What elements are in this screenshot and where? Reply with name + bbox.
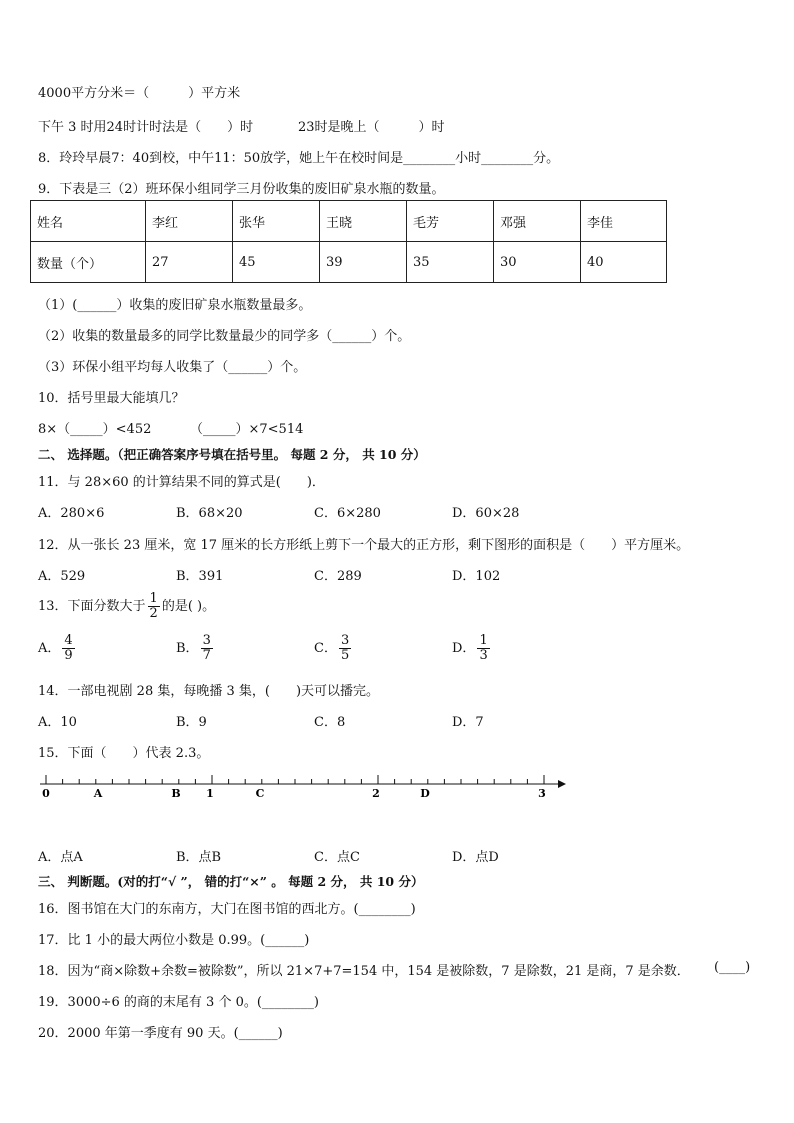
point-label: A [93,787,103,800]
question-15: 15．下面（ ）代表 2.3。 [38,746,210,761]
fraction [201,634,213,663]
tick-label: 0 [42,787,50,800]
numerator: 3 [340,633,350,648]
option-letter: D． [452,641,476,656]
table-cell: 27 [146,242,233,283]
question-line: 4000平方分米＝（ ）平方米 [38,86,241,101]
question-18: 18．因为“商×除数+余数=被除数”，所以 21×7+7=154 中，154 是被除数，7 是除数，21 是商，7 是余数． [38,964,690,979]
option-c: C．8 [314,715,346,730]
table-cell: 30 [494,242,581,283]
question-13 [38,592,215,621]
option-b: B．391 [176,569,224,584]
question-14: 14．一部电视剧 28 集，每晚播 3 集，( )天可以播完。 [38,684,380,699]
table-cell: 李红 [146,201,233,242]
denominator: 7 [202,648,211,663]
numerator: 1 [149,591,158,606]
tick-label: 3 [538,787,546,800]
option-a: A．280×6 [38,506,105,521]
question-19: 19．3000÷6 的商的末尾有 3 个 0。(________) [38,995,320,1010]
tick-label: 1 [206,787,214,800]
denominator: 5 [340,648,350,663]
fraction [339,634,351,663]
question-9-2: （2）收集的数量最多的同学比数量最少的同学多（______）个。 [38,329,411,344]
question-12: 12．从一张长 23 厘米，宽 17 厘米的长方形纸上剪下一个最大的正方形，剩下图形的面积是（ ）平方厘米。 [38,538,690,553]
table-cell: 张华 [233,201,320,242]
table-cell: 李佳 [581,201,667,242]
fraction [62,634,74,663]
table-cell: 39 [320,242,407,283]
numerator: 4 [64,633,73,648]
table-row [31,201,667,242]
question-line: 23时是晚上（ ）时 [298,120,445,135]
denominator: 3 [479,648,488,663]
question-text: 的是( )。 [161,599,216,614]
table-cell: 邓强 [494,201,581,242]
option-d: D．7 [452,715,484,730]
option-letter: C． [314,641,337,656]
option-letter: B． [176,641,199,656]
table-cell: 毛芳 [407,201,494,242]
denominator: 2 [149,606,158,621]
point-label: B [171,787,181,800]
option-a [38,634,77,663]
option-b: B．点B [176,850,222,865]
point-label: C [255,787,265,800]
question-9-3: （3）环保小组平均每人收集了（______）个。 [38,360,307,375]
table-cell: 40 [581,242,667,283]
arrow-head-icon [558,780,566,788]
option-a: A．10 [38,715,77,730]
question-8: 8．玲玲早晨7：40到校，中午11：50放学，她上午在校时间是________小时________分。 [38,151,560,166]
question-17: 17．比 1 小的最大两位小数是 0.99。(______) [38,933,310,948]
section-heading: 三、 判断题。(对的打“√ ”， 错的打“×” 。 每题 2 分， 共 10 分） [38,874,424,889]
table-row [31,242,667,283]
fraction [148,592,160,621]
option-c: C．点C [314,850,360,865]
option-c [314,634,353,663]
fraction [477,634,489,663]
option-a: A．点A [38,850,83,865]
question-11: 11．与 28×60 的计算结果不同的算式是( )． [38,475,325,490]
question-text: 13．下面分数大于 [38,599,146,614]
numerator: 1 [479,633,488,648]
table-cell: 王晓 [320,201,407,242]
option-d [452,634,492,663]
option-d: D．点D [452,850,499,865]
option-d: D．102 [452,569,501,584]
option-c: C．289 [314,569,362,584]
table-cell: 45 [233,242,320,283]
option-d: D．60×28 [452,506,520,521]
question-16: 16．图书馆在大门的东南方，大门在图书馆的西北方。(________) [38,902,416,917]
question-9: 9．下表是三（2）班环保小组同学三月份收集的废旧矿泉水瓶的数量。 [38,182,445,197]
option-c: C．6×280 [314,506,381,521]
option-letter: A． [38,641,61,656]
option-a: A．529 [38,569,86,584]
answer-blank: (____) [714,960,751,975]
option-b [176,634,215,663]
point-label: D [420,787,430,800]
question-10: 10．括号里最大能填几？ [38,391,185,406]
number-line-ticks [46,775,544,784]
table-cell: 姓名 [31,201,146,242]
option-b: B．9 [176,715,207,730]
option-b: B．68×20 [176,506,243,521]
table-cell: 数量（个） [31,242,146,283]
number-line [30,766,570,806]
question-10-b: （_____）×7<514 [190,422,304,437]
table-cell: 35 [407,242,494,283]
denominator: 9 [64,648,73,663]
question-9-1: （1）(______）收集的废旧矿泉水瓶数量最多。 [38,298,312,313]
question-20: 20．2000 年第一季度有 90 天。(______) [38,1026,283,1041]
numerator: 3 [202,633,211,648]
tick-label: 2 [372,787,380,800]
question-10-a: 8×（_____）<452 [38,422,152,437]
data-table [30,200,667,283]
section-heading: 二、 选择题。（把正确答案序号填在括号里。 每题 2 分， 共 10 分） [38,447,426,462]
question-line: 下午 3 时用24时计时法是（ ）时 [38,120,254,135]
